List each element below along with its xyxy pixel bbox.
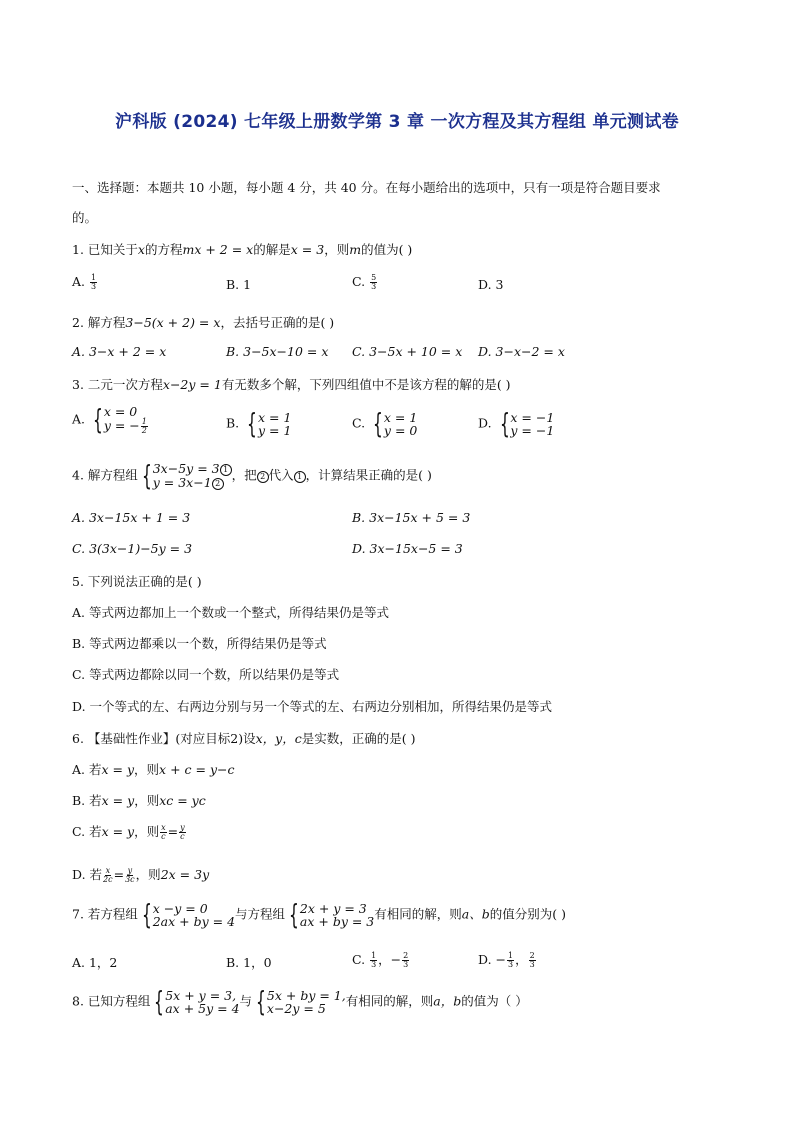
q5-option-c[interactable]: C. 等式两边都除以同一个数，所以结果仍是等式: [72, 667, 340, 682]
q4-option-d[interactable]: D. 3x−15x−5 = 3: [352, 541, 463, 556]
math-text: ，−: [378, 952, 402, 967]
math-text: D. −: [478, 952, 506, 967]
math-text: 2: [403, 951, 409, 960]
math-text: x−2y = 5: [266, 1001, 326, 1016]
math: m: [349, 242, 362, 257]
math-text: 5: [371, 273, 377, 282]
math-text: 2x + y = 3: [299, 901, 367, 916]
math-text: y = 3x−1: [152, 475, 212, 490]
math-text: x + c = y−c: [159, 762, 235, 777]
math-text: 有相同的解，则: [345, 993, 434, 1009]
math-text: ，则: [134, 793, 160, 808]
text: ，去括号正确的是( ): [220, 315, 335, 330]
math-text: ax + by = 3: [299, 914, 375, 929]
math-text: x = y: [101, 762, 135, 777]
math-text: 3: [529, 960, 535, 969]
equation-system: { x = −1 y = −1: [499, 407, 555, 440]
q3-option-a[interactable]: [72, 405, 149, 435]
math-text: x = −1: [510, 410, 555, 425]
q2-option-c[interactable]: C. 3−5x + 10 = x: [352, 344, 463, 359]
q3-option-b[interactable]: [226, 407, 292, 440]
math-equation: mx + 2 = x: [182, 242, 254, 257]
question-2-stem: [72, 313, 334, 331]
math-equation: 3−5(x + 2) = x: [125, 315, 221, 330]
q1-option-b[interactable]: [226, 277, 251, 292]
text: 的值为( ): [361, 242, 413, 257]
text: ，则: [324, 242, 350, 257]
q1-option-c[interactable]: [352, 274, 378, 291]
math-text: 2ax + by = 4: [152, 914, 236, 929]
math-text: ax + 5y = 4: [165, 1001, 240, 1016]
q6-option-d[interactable]: [72, 865, 209, 884]
option-label: A.: [72, 411, 86, 427]
math-text: A. 若: [72, 762, 102, 777]
question-5-stem: 5. 下列说法正确的是( ): [72, 574, 202, 589]
q5-option-a[interactable]: A. 等式两边都加上一个数或一个整式，所得结果仍是等式: [72, 605, 389, 620]
math-text: =: [167, 824, 179, 839]
math-text: 7. 若方程组: [72, 906, 138, 922]
math: x: [137, 242, 145, 257]
question-1-stem: [72, 240, 412, 258]
q7-option-c[interactable]: [352, 950, 410, 969]
equation-system: { 3x−5y = 3 1 y = 3x−1 2: [138, 462, 232, 490]
text: ，计算结果正确的是( ): [305, 467, 432, 483]
math-text: x = 0: [103, 404, 138, 419]
math-text: 5x + y = 3,: [165, 988, 237, 1003]
math-text: 3c: [125, 875, 135, 884]
text: 是实数，正确的是( ): [301, 731, 416, 746]
math-text: B. 若: [72, 793, 102, 808]
math-text: y = −1: [510, 423, 555, 438]
math: x，y，c: [255, 731, 302, 746]
math-text: ，: [515, 952, 528, 967]
option-label: B.: [226, 415, 240, 431]
equation-system: { 5x + y = 3, ax + 5y = 4: [154, 985, 240, 1018]
math-text: y: [180, 823, 185, 832]
text: 2. 解方程: [72, 315, 126, 330]
math-text: 3: [508, 960, 514, 969]
text: 3. 二元一次方程: [72, 377, 163, 392]
q6-option-a[interactable]: [72, 760, 234, 778]
circled-number: 2: [257, 471, 269, 483]
math-text: 1: [91, 273, 97, 282]
q2-option-a[interactable]: A. 3−x + 2 = x: [72, 344, 167, 359]
circled-number: 2: [212, 478, 224, 490]
math-text: 1: [371, 951, 377, 960]
math-text: 与方程组: [235, 906, 286, 922]
text: 的解是: [253, 242, 291, 257]
text: 1. 已知关于: [72, 242, 138, 257]
text: ，把: [231, 467, 257, 483]
equation-system: { x = 1 y = 0: [373, 407, 418, 440]
q3-option-d[interactable]: [478, 407, 555, 440]
question-7-stem: [72, 898, 566, 931]
math-text: ，则: [134, 762, 160, 777]
math-text: y = 0: [383, 423, 418, 438]
section-instructions: 一、选择题：本题共 10 小题，每小题 4 分，共 40 分。在每小题给出的选项中，只有一项是符合题目要求: [72, 180, 661, 195]
math-text: C.: [352, 952, 366, 967]
math-text: 5x + by = 1,: [266, 988, 346, 1003]
math-text: 2: [529, 951, 535, 960]
question-4-stem: [72, 459, 432, 492]
text: 6. 【基础性作业】(对应目标2)设: [72, 731, 256, 746]
text: 有无数多个解，下列四组值中不是该方程的解的是( ): [221, 377, 511, 392]
math-text: c: [161, 832, 166, 841]
q1-option-d[interactable]: [478, 277, 504, 292]
q7-option-b[interactable]: B. 1，0: [226, 955, 272, 970]
option-label: C.: [352, 415, 366, 431]
q6-option-c[interactable]: [72, 822, 187, 841]
option-label: B.: [226, 277, 240, 292]
q2-option-d[interactable]: D. 3−x−2 = x: [478, 344, 565, 359]
question-8-stem: [72, 985, 528, 1018]
math-text: 有相同的解，则: [374, 906, 462, 922]
equation-system: { x = 0 y = − $\frac{1}{2}$: [93, 403, 147, 436]
option-label: D.: [478, 277, 492, 292]
option-label: A.: [72, 274, 86, 289]
math-text: x = y: [101, 793, 135, 808]
q6-option-b[interactable]: [72, 791, 206, 809]
math-text: 的值分别为( ): [489, 906, 566, 922]
text: 4. 解方程组: [72, 467, 138, 483]
equation-system: { x −y = 0 2ax + by = 4: [141, 898, 236, 931]
question-6-stem: [72, 729, 415, 747]
math-text: 3: [371, 282, 377, 291]
q2-option-b[interactable]: B. 3−5x−10 = x: [226, 344, 329, 359]
math-text: x −y = 0: [152, 901, 208, 916]
math-text: 1: [141, 417, 147, 426]
math-text: xc = yc: [159, 793, 206, 808]
math-equation: x−2y = 1: [162, 377, 222, 392]
option-label: D.: [478, 415, 492, 431]
math-text: =: [113, 867, 125, 882]
equation-system: { 5x + by = 1, x−2y = 5: [256, 985, 346, 1018]
math-text: y: [127, 866, 133, 875]
math-text: x: [105, 866, 111, 875]
section-instructions-cont: 的。: [72, 210, 98, 225]
math-text: y = 1: [257, 423, 292, 438]
page-title: 沪科版 (2024) 七年级上册数学第 3 章 一次方程及其方程组 单元测试卷: [115, 112, 679, 132]
q7-option-d[interactable]: [478, 950, 537, 969]
q4-option-a[interactable]: A. 3x−15x + 1 = 3: [72, 510, 191, 525]
math-text: a，b: [433, 993, 462, 1009]
math-text: 2c: [103, 875, 113, 884]
math-text: 2: [141, 426, 147, 435]
math-text: 2x = 3y: [160, 867, 210, 882]
math-text: 3: [91, 282, 97, 291]
math-text: x = 1: [257, 410, 292, 425]
circled-number: 1: [294, 471, 306, 483]
math-text: D. 若: [72, 867, 103, 882]
math-text: C. 若: [72, 824, 102, 839]
math-text: 3x−5y = 3: [152, 461, 220, 476]
math-text: 3: [371, 960, 377, 969]
q4-option-b[interactable]: B. 3x−15x + 5 = 3: [352, 510, 471, 525]
equation-system: { 2x + y = 3 ax + by = 3: [289, 898, 375, 931]
math-text: ，则: [134, 824, 160, 839]
math-text: c: [180, 832, 185, 841]
fraction: [370, 274, 377, 291]
circled-number: 1: [220, 464, 232, 476]
option-label: C.: [352, 274, 366, 289]
math-text: 8. 已知方程组: [72, 993, 151, 1009]
q5-option-b[interactable]: B. 等式两边都乘以一个数，所得结果仍是等式: [72, 636, 327, 651]
math-text: x: [161, 823, 166, 832]
math-text: 的值为（ ）: [461, 993, 528, 1009]
math-text: 1: [508, 951, 514, 960]
math-text: x = y: [101, 824, 135, 839]
math-text: a、b: [461, 906, 490, 922]
math-text: 与: [239, 993, 253, 1009]
math-text: x = 1: [383, 410, 418, 425]
fraction: [90, 274, 97, 291]
math-text: y = −: [103, 418, 140, 433]
q7-option-a[interactable]: A. 1，2: [72, 955, 118, 970]
option-value: 3: [495, 277, 504, 292]
math: x = 3: [290, 242, 325, 257]
q1-option-a[interactable]: [72, 274, 98, 291]
option-value: 1: [243, 277, 252, 292]
math-text: 3: [403, 960, 409, 969]
text: 的方程: [144, 242, 183, 257]
q5-option-d[interactable]: D. 一个等式的左、右两边分别与另一个等式的左、右两边分别相加，所得结果仍是等式: [72, 699, 553, 714]
math-text: ，则: [135, 867, 161, 882]
q3-option-c[interactable]: [352, 407, 418, 440]
q4-option-c[interactable]: C. 3(3x−1)−5y = 3: [72, 541, 193, 556]
equation-system: { x = 1 y = 1: [247, 407, 292, 440]
text: 代入: [268, 467, 294, 483]
question-3-stem: [72, 375, 511, 393]
